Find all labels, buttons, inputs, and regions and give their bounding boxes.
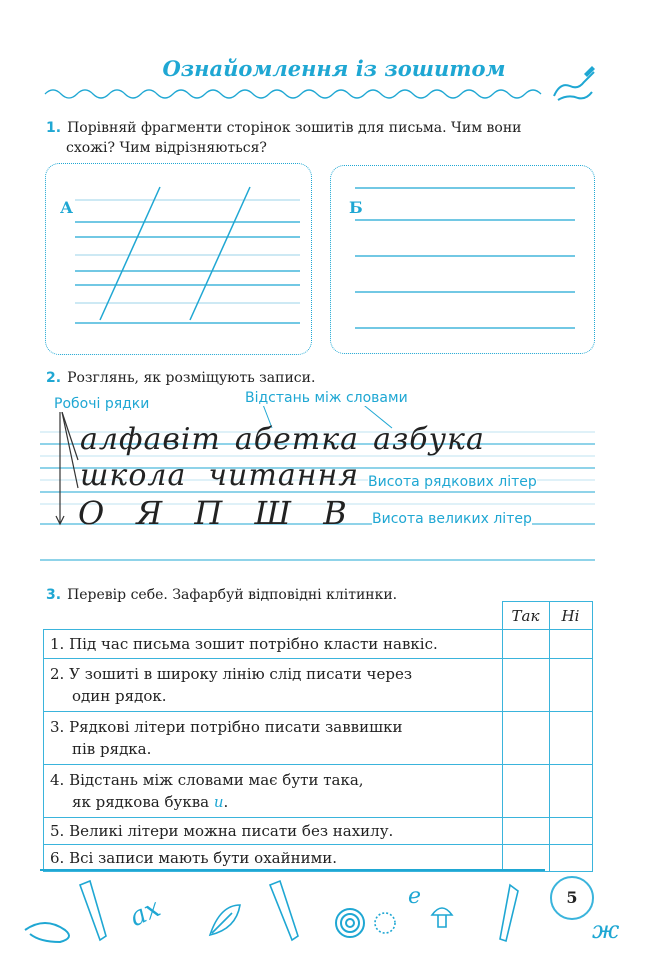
table-row — [44, 712, 593, 765]
panel-b-lines — [355, 180, 577, 335]
column-no: Ні — [549, 602, 592, 630]
label-uppercase-height: Висота великих літер — [372, 511, 532, 527]
cell-yes-3[interactable] — [502, 712, 549, 765]
cell-yes-1[interactable] — [502, 630, 549, 659]
label-working-lines: Робочі рядки — [54, 396, 150, 412]
label-word-spacing: Відстань між словами — [245, 390, 408, 406]
cell-no-2[interactable] — [549, 659, 592, 712]
cursive-word: алфавіт — [80, 422, 221, 457]
panel-a-lines — [75, 185, 300, 335]
task1-text-line2: схожі? Чим відрізняються? — [66, 140, 267, 156]
highlight-letter: и — [213, 793, 224, 811]
cell-yes-2[interactable] — [502, 659, 549, 712]
panel-a-label: А — [60, 198, 74, 217]
footer-divider — [40, 868, 650, 872]
cursive-line1 — [80, 422, 485, 457]
cursive-line3 — [78, 494, 348, 532]
task3-text: Перевір себе. Зафарбуй відповідні клітинки. — [67, 587, 398, 603]
cursive-word: абетка — [234, 422, 360, 457]
cell-no-5[interactable] — [549, 818, 592, 845]
cell-yes-4[interactable] — [502, 765, 549, 818]
self-check-table — [43, 601, 593, 872]
cursive-letter: Ш — [254, 494, 293, 532]
task1-number: 1. — [46, 120, 62, 136]
cursive-line2 — [80, 458, 359, 493]
cursive-letter: Я — [136, 494, 164, 532]
label-lowercase-height: Висота рядкових літер — [368, 474, 537, 490]
decor-letters-ax: ах — [125, 893, 166, 933]
cell-no-4[interactable] — [549, 765, 592, 818]
cursive-letter: В — [323, 494, 348, 532]
page-number: 5 — [550, 876, 594, 920]
hand-writing-icon — [548, 62, 598, 104]
statement-1: 1. Під час письма зошит потрібно класти навкіс. — [44, 630, 503, 659]
cell-yes-5[interactable] — [502, 818, 549, 845]
task2-number: 2. — [46, 370, 62, 386]
cursive-letter: О — [78, 494, 106, 532]
cell-no-1[interactable] — [549, 630, 592, 659]
statement-3: 3. Рядкові літери потрібно писати заввишки пів рядка. — [44, 712, 503, 765]
task1-text-line1: Порівняй фрагменти сторінок зошитів для письма. Чим вони — [67, 120, 522, 136]
decor-letter-e: е — [408, 884, 422, 909]
statement-5: 5. Великі літери можна писати без нахилу. — [44, 818, 503, 845]
table-row — [44, 659, 593, 712]
panel-b-label: Б — [349, 198, 363, 217]
statement-6: 6. Всі записи мають бути охайними. — [44, 845, 503, 872]
page-title: Ознайомлення із зошитом — [162, 56, 506, 81]
decor-letter-zh: ж — [592, 916, 620, 944]
statement-4: 4. Відстань між словами має бути така, як рядкова буква и. — [44, 765, 503, 818]
cursive-word: азбука — [373, 422, 485, 457]
footer-decorations — [20, 875, 660, 965]
cell-no-3[interactable] — [549, 712, 592, 765]
cursive-letter: П — [194, 494, 224, 532]
cursive-word: школа — [80, 458, 187, 493]
table-row — [44, 818, 593, 845]
statement-2: 2. У зошиті в широку лінію слід писати через один рядок. — [44, 659, 503, 712]
table-row — [44, 630, 593, 659]
task3-number: 3. — [46, 587, 62, 603]
column-yes: Так — [502, 602, 549, 630]
task2-text: Розглянь, як розміщують записи. — [67, 370, 316, 386]
cursive-word: читання — [208, 458, 360, 493]
table-row — [44, 765, 593, 818]
